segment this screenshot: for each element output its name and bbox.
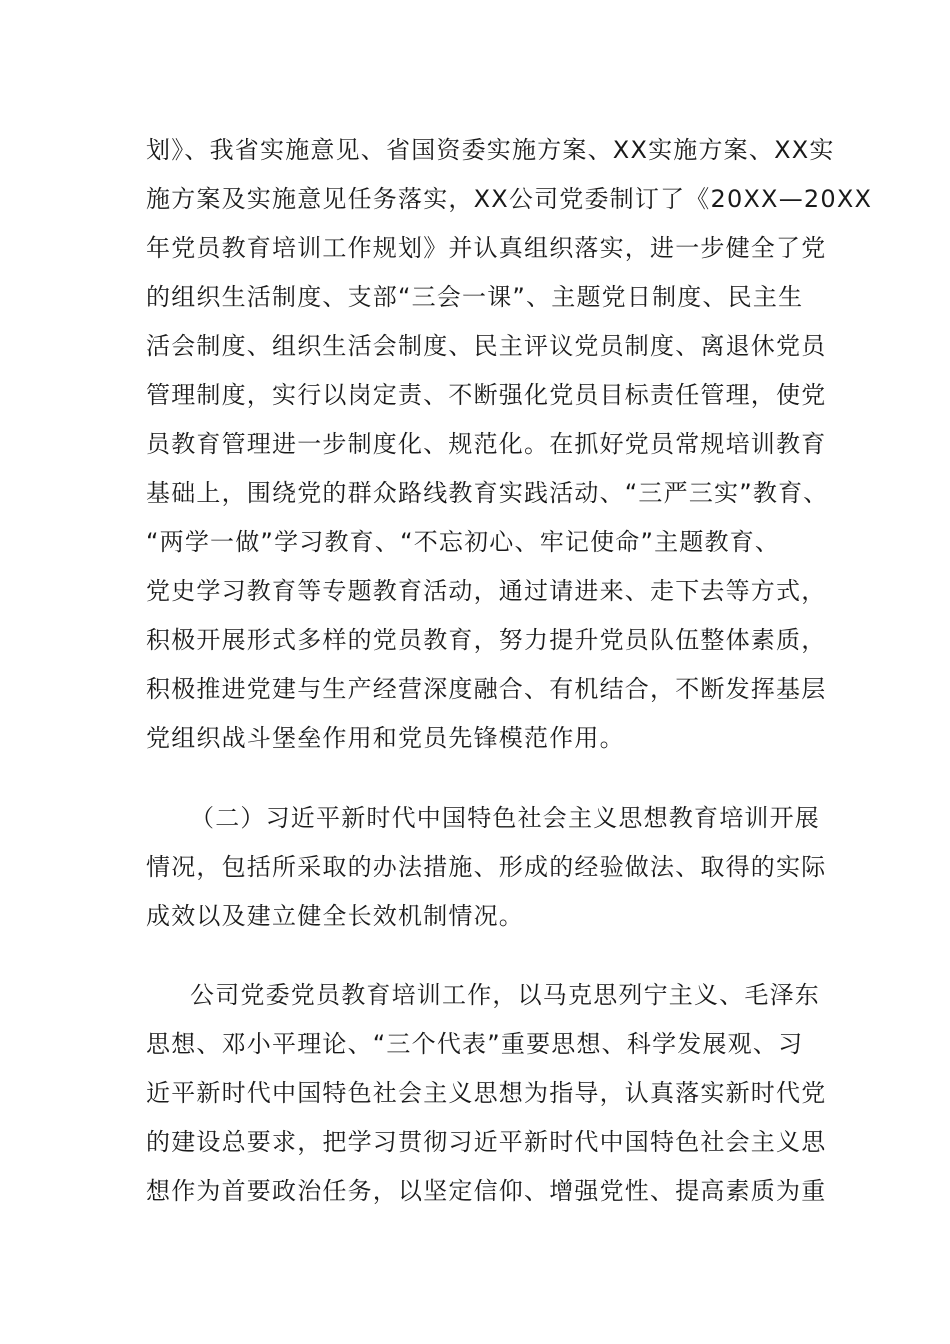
section-heading-line: 情况，包括所采取的办法措施、形成的经验做法、取得的实际 [146, 853, 827, 881]
paragraph-line: 基础上，围绕党的群众路线教育实践活动、“三严三实”教育、 [146, 479, 829, 507]
paragraph-line: 积极开展形式多样的党员教育，努力提升党员队伍整体素质， [146, 626, 827, 654]
paragraph-line: 公司党委党员教育培训工作，以马克思列宁主义、毛泽东 [190, 981, 820, 1009]
section-heading-line: 成效以及建立健全长效机制情况。 [146, 902, 524, 930]
section-heading-line: （二）习近平新时代中国特色社会主义思想教育培训开展 [190, 804, 820, 832]
paragraph-line: “两学一做”学习教育、“不忘初心、牢记使命”主题教育、 [146, 528, 781, 556]
paragraph-line: 的建设总要求，把学习贯彻习近平新时代中国特色社会主义思 [146, 1128, 827, 1156]
paragraph-line: 划》、我省实施意见、省国资委实施方案、XX实施方案、XX实 [146, 136, 835, 164]
paragraph-line: 积极推进党建与生产经营深度融合、有机结合，不断发挥基层 [146, 675, 827, 703]
paragraph-line: 施方案及实施意见任务落实，XX公司党委制订了《20XX—20XX [146, 185, 873, 213]
paragraph-line: 党史学习教育等专题教育活动，通过请进来、走下去等方式， [146, 577, 827, 605]
paragraph-line: 活会制度、组织生活会制度、民主评议党员制度、离退休党员 [146, 332, 827, 360]
paragraph-line: 想作为首要政治任务，以坚定信仰、增强党性、提高素质为重 [146, 1177, 827, 1205]
paragraph-line: 管理制度，实行以岗定责、不断强化党员目标责任管理，使党 [146, 381, 827, 409]
paragraph-line: 的组织生活制度、支部“三会一课”、主题党日制度、民主生 [146, 283, 804, 311]
paragraph-line: 党组织战斗堡垒作用和党员先锋模范作用。 [146, 724, 625, 752]
paragraph-line: 员教育管理进一步制度化、规范化。在抓好党员常规培训教育 [146, 430, 827, 458]
paragraph-line: 近平新时代中国特色社会主义思想为指导，认真落实新时代党 [146, 1079, 827, 1107]
paragraph-line: 年党员教育培训工作规划》并认真组织落实，进一步健全了党 [146, 234, 827, 262]
paragraph-line: 思想、邓小平理论、“三个代表”重要思想、科学发展观、习 [146, 1030, 804, 1058]
